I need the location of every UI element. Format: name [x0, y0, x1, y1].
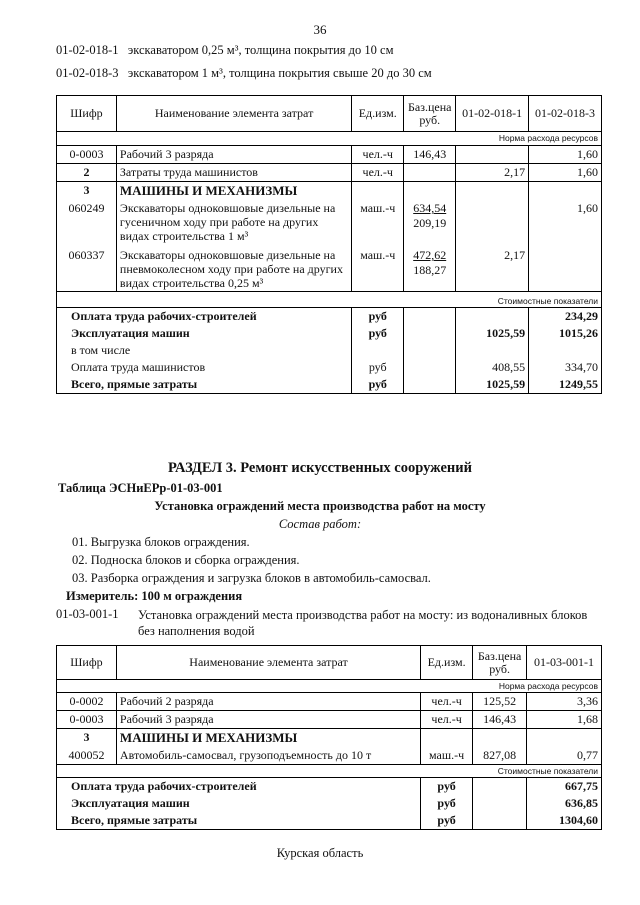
cost-row — [57, 795, 602, 812]
cost-row — [57, 325, 602, 342]
row-value-2: 1,60 — [529, 146, 602, 164]
cost-name: Эксплуатация машин — [57, 325, 352, 342]
row-price: 146,43 — [473, 711, 527, 729]
section-title: РАЗДЕЛ 3. Ремонт искусственных сооружений — [167, 460, 472, 476]
row-name: Рабочий 3 разряда — [116, 711, 420, 729]
row-unit: маш.-ч — [352, 200, 404, 244]
row-unit: чел.-ч — [352, 146, 404, 164]
norm-text: Установка ограждений места производства работ на мосту: из водоналивных блоков без наполнения водой — [138, 608, 588, 638]
cost-value-1: 1025,59 — [456, 325, 529, 342]
column-header: Шифр — [57, 646, 117, 680]
cost-value-1: 1304,60 — [527, 812, 602, 830]
cost-unit: руб — [352, 376, 404, 394]
table-id: Таблица ЭСНиЕРр-01-03-001 — [58, 481, 223, 495]
row-value-2: 1,60 — [529, 164, 602, 182]
table-row — [57, 693, 602, 711]
page-footer: Курская область — [276, 846, 364, 860]
cost-value-1: 667,75 — [527, 778, 602, 796]
row-price: 125,52 — [473, 693, 527, 711]
row-code: 0-0002 — [57, 693, 117, 711]
price-secondary: 188,27 — [413, 263, 447, 277]
row-code: 0-0003 — [57, 146, 117, 164]
row-name: Экскаваторы одноковшовые дизельные на пневмоколесном ходу при работе на других видах строительства 0,25 м³ — [116, 244, 351, 292]
cost-unit: руб — [421, 778, 473, 796]
column-header: 01-02-018-1 — [456, 96, 529, 132]
work-item: 01. Выгрузка блоков ограждения. — [72, 535, 250, 549]
table-row — [57, 729, 602, 748]
cost-row — [57, 812, 602, 830]
row-value-1: 2,17 — [456, 164, 529, 182]
cost-value-2: 234,29 — [529, 308, 602, 326]
row-name: МАШИНЫ И МЕХАНИЗМЫ — [116, 182, 351, 201]
row-value-2 — [529, 182, 602, 201]
column-header: Наименование элемента затрат — [116, 646, 420, 680]
cost-value-2: 1249,55 — [529, 376, 602, 394]
intro-line — [56, 66, 432, 81]
resource-table-1 — [56, 95, 602, 394]
table-row — [57, 200, 602, 244]
page-number: 36 — [313, 22, 327, 37]
cost-value-1: 408,55 — [456, 359, 529, 376]
column-header: Ед.изм. — [421, 646, 473, 680]
cost-row — [57, 359, 602, 376]
row-price — [404, 182, 456, 201]
row-value-1 — [456, 182, 529, 201]
cost-unit: руб — [421, 795, 473, 812]
row-value-1: 2,17 — [456, 244, 529, 292]
measure-unit: Измеритель: 100 м ограждения — [66, 589, 243, 603]
table-row — [57, 747, 602, 765]
cost-row — [57, 376, 602, 394]
row-value-2: 1,60 — [529, 200, 602, 244]
table-row — [57, 146, 602, 164]
cost-value-2: 1015,26 — [529, 325, 602, 342]
row-value-1 — [456, 200, 529, 244]
norm-label: Норма расхода ресурсов — [57, 132, 602, 146]
row-value-2 — [529, 244, 602, 292]
cost-value-1 — [456, 308, 529, 326]
row-value-1: 0,77 — [527, 747, 602, 765]
price-main: 472,62 — [413, 248, 447, 262]
column-header: Баз.цена руб. — [404, 96, 456, 132]
row-price: 146,43 — [404, 146, 456, 164]
table-header-row — [57, 646, 602, 680]
row-unit: маш.-ч — [421, 747, 473, 765]
column-header: Шифр — [57, 96, 117, 132]
row-unit: чел.-ч — [421, 711, 473, 729]
row-code: 3 — [57, 729, 117, 748]
cost-label: Стоимостные показатели — [57, 292, 602, 308]
resource-table-2 — [56, 645, 602, 830]
work-item: 03. Разборка ограждения и загрузка блоков в автомобиль-самосвал. — [72, 571, 431, 585]
cost-name: Всего, прямые затраты — [57, 376, 352, 394]
row-name: Рабочий 3 разряда — [116, 146, 351, 164]
cost-row — [57, 342, 602, 359]
cost-value-2: 334,70 — [529, 359, 602, 376]
cost-label: Стоимостные показатели — [57, 765, 602, 778]
works-composition-label: Состав работ: — [278, 517, 362, 531]
cost-label-row — [57, 765, 602, 778]
cost-label-row — [57, 292, 602, 308]
row-unit: маш.-ч — [352, 244, 404, 292]
column-header: 01-03-001-1 — [527, 646, 602, 680]
column-header: Ед.изм. — [352, 96, 404, 132]
row-price: 827,08 — [473, 747, 527, 765]
row-name: Рабочий 2 разряда — [116, 693, 420, 711]
intro-text: экскаватором 0,25 м³, толщина покрытия до 10 см — [127, 43, 394, 57]
table-row — [57, 164, 602, 182]
column-header: Наименование элемента затрат — [116, 96, 351, 132]
cost-name: Всего, прямые затраты — [57, 812, 421, 830]
norm-code: 01-03-001-1 — [56, 607, 119, 621]
cost-name: Эксплуатация машин — [57, 795, 421, 812]
table-row — [57, 244, 602, 292]
cost-name: Оплата труда рабочих-строителей — [57, 778, 421, 796]
row-name: Затраты труда машинистов — [116, 164, 351, 182]
cost-value-1: 1025,59 — [456, 376, 529, 394]
row-code: 060249 — [57, 200, 117, 244]
row-value-1: 1,68 — [527, 711, 602, 729]
cost-unit: руб — [421, 812, 473, 830]
row-name: Экскаваторы одноковшовые дизельные на гусеничном ходу при работе на других видах строительства 1 м³ — [116, 200, 351, 244]
table-name: Установка ограждений места производства работ на мосту — [154, 499, 486, 513]
intro-code: 01-02-018-3 — [56, 66, 119, 80]
row-code: 2 — [57, 164, 117, 182]
intro-text: экскаватором 1 м³, толщина покрытия свыше 20 до 30 см — [127, 66, 432, 80]
row-value-1: 3,36 — [527, 693, 602, 711]
column-header: Баз.цена руб. — [473, 646, 527, 680]
row-code: 060337 — [57, 244, 117, 292]
cost-row — [57, 308, 602, 326]
cost-name: Оплата труда рабочих-строителей — [57, 308, 352, 326]
cost-row — [57, 778, 602, 796]
price-secondary: 209,19 — [413, 216, 447, 230]
cost-unit: руб — [352, 359, 404, 376]
table-row — [57, 711, 602, 729]
price-main: 634,54 — [413, 201, 447, 215]
table-header-row — [57, 96, 602, 132]
row-name: МАШИНЫ И МЕХАНИЗМЫ — [116, 729, 420, 748]
row-code: 400052 — [57, 747, 117, 765]
cost-name: в том числе — [57, 342, 352, 359]
row-unit — [352, 182, 404, 201]
intro-line — [56, 43, 394, 58]
row-price — [404, 244, 456, 292]
column-header: 01-02-018-3 — [529, 96, 602, 132]
row-value-1 — [456, 146, 529, 164]
intro-code: 01-02-018-1 — [56, 43, 119, 57]
row-price — [404, 164, 456, 182]
work-item: 02. Подноска блоков и сборка ограждения. — [72, 553, 300, 567]
row-unit: чел.-ч — [352, 164, 404, 182]
cost-unit: руб — [352, 325, 404, 342]
row-code: 3 — [57, 182, 117, 201]
norm-label-row — [57, 132, 602, 146]
cost-name: Оплата труда машинистов — [57, 359, 352, 376]
row-name: Автомобиль-самосвал, грузоподъемность до 10 т — [116, 747, 420, 765]
row-unit: чел.-ч — [421, 693, 473, 711]
cost-value-1: 636,85 — [527, 795, 602, 812]
row-code: 0-0003 — [57, 711, 117, 729]
row-price — [404, 200, 456, 244]
cost-unit: руб — [352, 308, 404, 326]
norm-label: Норма расхода ресурсов — [57, 680, 602, 693]
table-row — [57, 182, 602, 201]
norm-label-row — [57, 680, 602, 693]
norm-description — [56, 607, 596, 639]
